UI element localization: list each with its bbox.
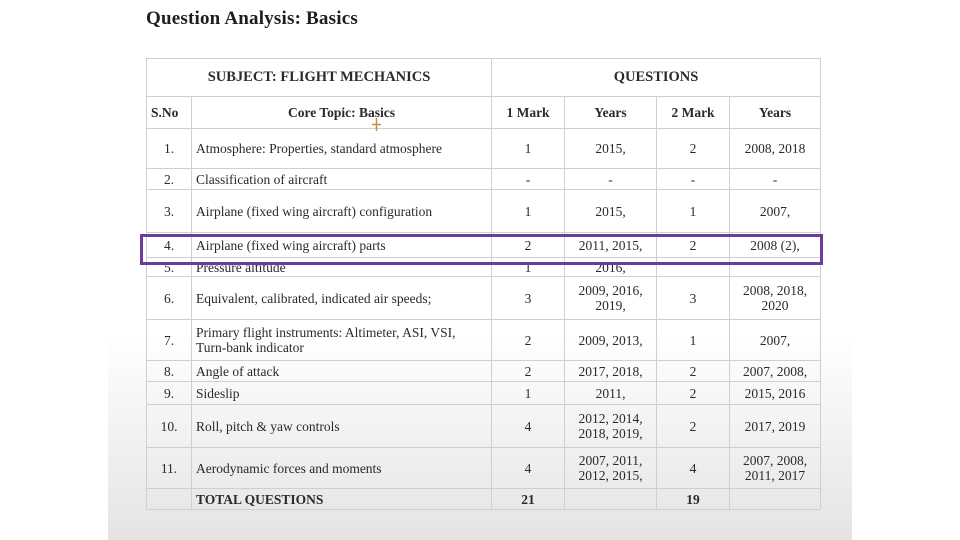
years-cell-1: 2015,	[565, 129, 657, 169]
sno-header: S.No	[147, 97, 192, 129]
one-mark-cell: 1	[492, 190, 565, 233]
years-cell-1: 2007, 2011, 2012, 2015,	[565, 448, 657, 489]
sno-cell: 6.	[147, 277, 192, 320]
total-label: TOTAL QUESTIONS	[192, 489, 492, 510]
total-empty-cell	[565, 489, 657, 510]
table-row	[147, 277, 821, 320]
page-title: Question Analysis: Basics	[146, 8, 358, 29]
sno-cell: 8.	[147, 361, 192, 382]
years-cell-2: 2015, 2016	[730, 382, 821, 405]
total-empty-cell	[730, 489, 821, 510]
years-cell-1: 2017, 2018,	[565, 361, 657, 382]
one-mark-cell: -	[492, 169, 565, 190]
years-cell-1: 2009, 2013,	[565, 320, 657, 361]
sno-cell: 2.	[147, 169, 192, 190]
sno-cell: 4.	[147, 233, 192, 258]
table-row	[147, 233, 821, 258]
sno-cell: 9.	[147, 382, 192, 405]
years-cell-1: 2015,	[565, 190, 657, 233]
question-analysis-table	[146, 58, 821, 510]
table-row	[147, 448, 821, 489]
years-cell-2: 2008, 2018, 2020	[730, 277, 821, 320]
years-cell-2: 2008, 2018	[730, 129, 821, 169]
years-cell-1: 2011,	[565, 382, 657, 405]
two-mark-cell: 1	[657, 320, 730, 361]
one-mark-cell: 2	[492, 233, 565, 258]
topic-cell: Roll, pitch & yaw controls	[192, 405, 492, 448]
years-cell-2: 2007,	[730, 190, 821, 233]
years-cell-2: 2007,	[730, 320, 821, 361]
total-row	[147, 489, 821, 510]
one-mark-cell: 1	[492, 258, 565, 277]
sno-cell: 3.	[147, 190, 192, 233]
table-row	[147, 169, 821, 190]
total-two-mark: 19	[657, 489, 730, 510]
years-cell-2: 2008 (2),	[730, 233, 821, 258]
sno-cell: 5.	[147, 258, 192, 277]
sno-cell: 10.	[147, 405, 192, 448]
two-mark-cell: 2	[657, 129, 730, 169]
two-mark-cell: -	[657, 169, 730, 190]
one-mark-cell: 4	[492, 448, 565, 489]
subject-header: SUBJECT: FLIGHT MECHANICS	[147, 59, 492, 97]
years-cell-1: 2016,	[565, 258, 657, 277]
topic-cell: Airplane (fixed wing aircraft) parts	[192, 233, 492, 258]
one-mark-cell: 3	[492, 277, 565, 320]
table-row	[147, 382, 821, 405]
core-topic-header: Core Topic: Basics	[192, 97, 492, 129]
two-mark-cell: 1	[657, 190, 730, 233]
topic-cell: Pressure altitude	[192, 258, 492, 277]
header-row-group	[147, 59, 821, 97]
one-mark-header: 1 Mark	[492, 97, 565, 129]
two-mark-cell: 2	[657, 361, 730, 382]
years-header-1: Years	[565, 97, 657, 129]
sno-cell: 1.	[147, 129, 192, 169]
years-cell-2: 2007, 2008, 2011, 2017	[730, 448, 821, 489]
one-mark-cell: 2	[492, 320, 565, 361]
one-mark-cell: 1	[492, 382, 565, 405]
one-mark-cell: 2	[492, 361, 565, 382]
years-cell-2: 2007, 2008,	[730, 361, 821, 382]
table-row	[147, 129, 821, 169]
years-cell-2: -	[730, 169, 821, 190]
header-row-columns	[147, 97, 821, 129]
sno-cell: 7.	[147, 320, 192, 361]
questions-header: QUESTIONS	[492, 59, 821, 97]
two-mark-header: 2 Mark	[657, 97, 730, 129]
table-row	[147, 361, 821, 382]
total-one-mark: 21	[492, 489, 565, 510]
total-empty-cell	[147, 489, 192, 510]
two-mark-cell: 2	[657, 382, 730, 405]
years-header-2: Years	[730, 97, 821, 129]
one-mark-cell: 4	[492, 405, 565, 448]
years-cell-2	[730, 258, 821, 277]
two-mark-cell: 2	[657, 233, 730, 258]
topic-cell: Airplane (fixed wing aircraft) configuration	[192, 190, 492, 233]
years-cell-1: -	[565, 169, 657, 190]
table-row	[147, 320, 821, 361]
topic-cell: Classification of aircraft	[192, 169, 492, 190]
two-mark-cell	[657, 258, 730, 277]
table-row	[147, 190, 821, 233]
years-cell-1: 2012, 2014, 2018, 2019,	[565, 405, 657, 448]
two-mark-cell: 2	[657, 405, 730, 448]
topic-cell: Aerodynamic forces and moments	[192, 448, 492, 489]
topic-cell: Atmosphere: Properties, standard atmosphere	[192, 129, 492, 169]
two-mark-cell: 4	[657, 448, 730, 489]
topic-cell: Primary flight instruments: Altimeter, ASI, VSI, Turn-bank indicator	[192, 320, 492, 361]
years-cell-2: 2017, 2019	[730, 405, 821, 448]
sno-cell: 11.	[147, 448, 192, 489]
topic-cell: Sideslip	[192, 382, 492, 405]
years-cell-1: 2011, 2015,	[565, 233, 657, 258]
topic-cell: Equivalent, calibrated, indicated air speeds;	[192, 277, 492, 320]
topic-cell: Angle of attack	[192, 361, 492, 382]
table-row	[147, 405, 821, 448]
two-mark-cell: 3	[657, 277, 730, 320]
table-row	[147, 258, 821, 277]
one-mark-cell: 1	[492, 129, 565, 169]
years-cell-1: 2009, 2016, 2019,	[565, 277, 657, 320]
